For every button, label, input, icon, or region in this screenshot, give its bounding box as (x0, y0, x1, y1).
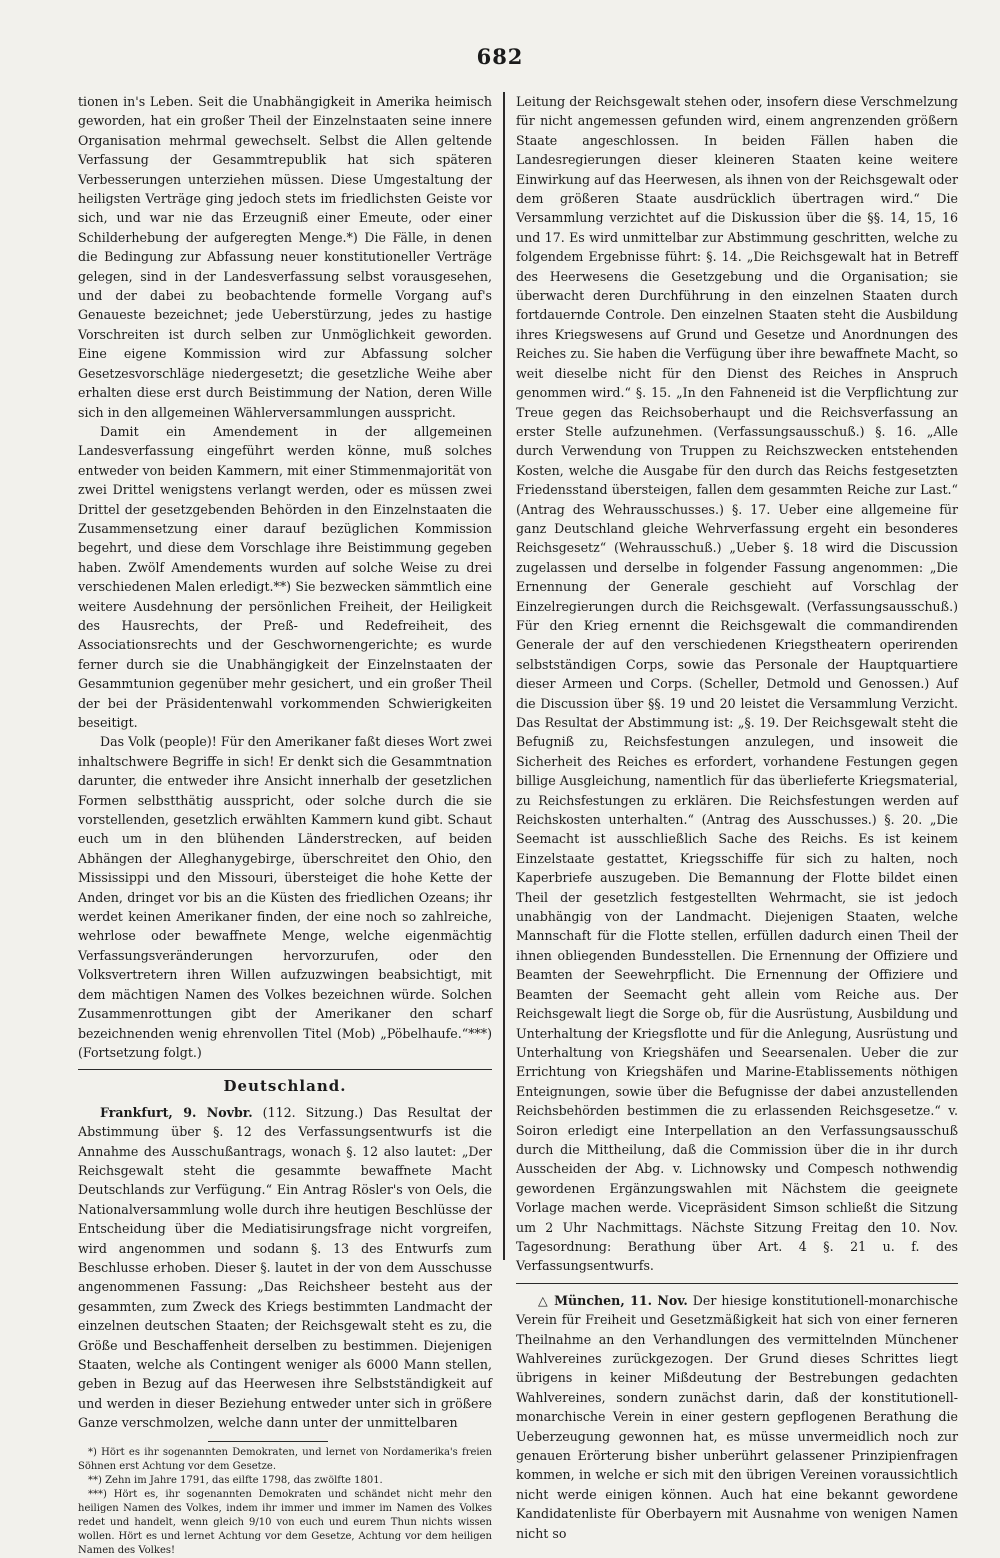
frankfurt-report (78, 1103, 492, 1433)
muenchen-report (516, 1291, 958, 1543)
section-divider (78, 1069, 492, 1070)
right-column (516, 92, 958, 1543)
frankfurt-report-continued: Leitung der Reichsgewalt stehen oder, insofern diese Verschmelzung für nicht angemessen gefunden wird, einem angrenzenden größern Staate angeschlossen. In beiden Fällen haben die Landesregierungen dieser kleineren Staaten keine weitere Einwirkung auf das Heerwesen, als ihnen von der Reichsgewalt oder dem größeren Staate ausdrücklich übertragen wird.“ Die Versammlung verzichtet auf die Diskussion über die §§. 14, 15, 16 und 17. Es wird unmittelbar zur Abstimmung geschritten, welche zu folgendem Ergebnisse führt: §. 14. „Die Reichsgewalt hat in Betreff des Heerwesens die Gesetzgebung und die Organisation; sie überwacht deren Durchführung in den einzelnen Staaten durch fortdauernde Controle. Den einzelnen Staaten steht die Ausbildung ihres Kriegswesens auf Grund und Gesetze und Anordnungen des Reiches zu. Sie haben die Verfügung über ihre bewaffnete Macht, so weit dieselbe nicht für den Dienst des Reiches in Anspruch genommen wird.“ §. 15. „In den Fahneneid ist die Verpflichtung zur Treue gegen das Reichsoberhaupt und die Reichsverfassung an erster Stelle aufzunehmen. (Verfassungsausschuß.) §. 16. „Alle durch Verwendung von Truppen zu Reichszwecken entstehenden Kosten, welche die Ausgabe für den durch das Reichs festgesetzten Friedensstand übersteigen, fallen dem gesammten Reiche zur Last.“ (Antrag des Wehrausschusses.) §. 17. Ueber eine allgemeine für ganz Deutschland gleiche Wehrverfassung ergeht ein besonderes Reichsgesetz“ (Wehrausschuß.) „Ueber §. 18 wird die Discussion zugelassen und derselbe in folgender Fassung angenommen: „Die Ernennung der Generale geschieht auf Vorschlag der Einzelregierungen durch die Reichsgewalt. (Verfassungsausschuß.) Für den Krieg ernennt die Reichsgewalt die commandirenden Generale der auf den verschiedenen Kriegstheatern operirenden selbstständigen Corps, sowie das Personale der Hauptquartiere dieser Armeen und Corps. (Scheller, Detmold und Genossen.) Auf die Discussion über §§. 19 und 20 leistet die Versammlung Verzicht. Das Resultat der Abstimmung ist: „§. 19. Der Reichsgewalt steht die Befugniß zu, Reichsfestungen anzulegen, und insoweit die Sicherheit des Reiches es erfordert, vorhandene Festungen gegen billige Ausgleichung, namentlich für das überlieferte Kriegsmaterial, zu Reichsfestungen zu erklären. Die Reichsfestungen werden auf Reichskosten unterhalten.“ (Antrag des Ausschusses.) §. 20. „Die Seemacht ist ausschließlich Sache des Reichs. Es ist keinem Einzelstaate gestattet, Kriegsschiffe für sich zu halten, noch Kaperbriefe auszugeben. Die Bemannung der Flotte bildet einen Theil der gesetzlich festgestellten Wehrmacht, sie ist jedoch unabhängig von der Landmacht. Diejenigen Staaten, welche Mannschaft für die Flotte stellen, erfüllen dadurch einen Theil der ihnen obliegenden Bundesstellen. Die Ernennung der Offiziere und Beamten der Seewehrpflicht. Die Ernennung der Offiziere und Beamten der Seemacht geht allein vom Reiche aus. Der Reichsgewalt liegt die Sorge ob, für die Ausrüstung, Ausbildung und Unterhaltung der Kriegsflotte und für die Anlegung, Ausrüstung und Unterhaltung von Kriegshäfen und Seearsenalen. Ueber die zur Errichtung von Kriegshäfen und Marine-Etablissements nöthigen Enteignungen, sowie über die Befugnisse der dabei anzustellenden Reichsbehörden bestimmen die zu erlassenden Reichsgesetze.“ v. Soiron erledigt eine Interpellation an den Verfassungsausschuß durch die Mittheilung, daß die Commission über die in ihr durch Ausscheiden der Abg. v. Lichnowsky und Compesch nothwendig gewordenen Ergänzungswahlen mit Nächstem die geeignete Vorlage machen werde. Vicepräsident Simson schließt die Sitzung um 2 Uhr Nachmittags. Nächste Sitzung Freitag den 10. Nov. Tagesordnung: Berathung über Art. 4 §. 21 u. f. des Verfassungsentwurfs. (516, 94, 958, 1274)
article-paragraph: tionen in's Leben. Seit die Unabhängigkeit in Amerika heimisch geworden, hat ein großer Theil der Einzelnstaaten seine innere Organisation mehrmal gewechselt. Selbst die Allen geltende Verfassung der Gesammtrepublik hat sich späteren Verbesserungen unterziehen müssen. Diese Umgestaltung der heiligsten Verträge ging jedoch stets im friedlichsten Geiste vor sich, und war nie das Erzeugniß einer Emeute, oder einer Schilderhebung der aufgeregten Menge.*) Die Fälle, in denen die Bedingung zur Abfassung neuer konstitutioneller Verträge gelegen, sind in der Landesverfassung selbst vorausgesehen, und der dabei zu beobachtende formelle Vorgang auf's Genaueste bezeichnet; jede Ueberstürzung, jedes zu hastige Vorschreiten ist durch selben zur Unmöglichkeit geworden. Eine eigene Kommission wird zur Abfassung solcher Gesetzesvorschläge niedergesetzt; die gesetzliche Weihe aber erhalten diese erst durch Beistimmung der Nation, deren Wille sich in den allgemeinen Wählerversammlungen ausspricht. (78, 94, 492, 420)
article-paragraph: Das Volk (people)! Für den Amerikaner faßt dieses Wort zwei inhaltschwere Begriffe in sich! Er denkt sich die Gesammtnation darunter, die entweder ihre Ansicht innerhalb der gesetzlichen Formen selbstthätig ausspricht, oder solche durch die sie vorstellenden, gesetzlich erwählten Kammern kund gibt. Schaut euch um in den blühenden Länderstrecken, auf beiden Abhängen der Alleghanygebirge, überschreitet den Ohio, den Mississippi und den Missouri, übersteiget die hohe Kette der Anden, dringet vor bis an die Küsten des friedlichen Ozeans; ihr werdet keinen Amerikaner finden, der eine noch so zahlreiche, wehrlose oder bewaffnete Menge, welche eigenmächtig Verfassungsveränderungen hervorzurufen, oder den Volksvertretern ihren Willen aufzuzwingen beabsichtigt, mit dem mächtigen Namen des Volkes bezeichnen würde. Solchen Zusammenrottungen gibt der Amerikaner den scharf bezeichnenden wenig ehrenvollen Titel (Mob) „Pöbelhaufe.“***) (Fortsetzung folgt.) (78, 734, 492, 1060)
column-divider (503, 92, 505, 1260)
left-column (78, 92, 492, 1558)
footnote-divider (208, 1441, 328, 1442)
article-paragraph: Damit ein Amendement in der allgemeinen Landesverfassung eingeführt werden könne, muß solches entweder von beiden Kammern, mit einer Stimmenmajorität von zwei Drittel wenigstens verlangt werden, oder es müssen zwei Drittel der gesetzgebenden Behörden in den Einzelnstaaten die Zusammensetzung einer darauf bezüglichen Kommission begehrt, und diese dem Vorschlage ihre Beistimmung gegeben haben. Zwölf Amendements wurden auf solche Weise zu drei verschiedenen Malen erledigt.**) Sie bezwecken sämmtlich eine weitere Ausdehnung der persönlichen Freiheit, der Heiligkeit des Hausrechts, der Preß- und Redefreiheit, des Associationsrechts und der Geschwornengerichte; es wurde ferner durch sie die Unabhängigkeit der Einzelnstaaten der Gesammtunion gegenüber mehr gesichert, und ein großer Theil der bei der Präsidentenwahl vorkommenden Schwierigkeiten beseitigt. (78, 423, 492, 730)
footnote: *) Hört es ihr sogenannten Demokraten, und lernet von Nordamerika's freien Söhnen erst Achtung vor dem Gesetze. (78, 1446, 492, 1472)
page-number: 682 (476, 44, 524, 69)
section-heading: Deutschland. (223, 1077, 347, 1096)
footnote: **) Zehn im Jahre 1791, das eilfte 1798, das zwölfte 1801. (88, 1474, 383, 1486)
report-text: (112. Sitzung.) Das Resultat der Abstimmung über §. 12 des Verfassungsentwurfs ist die Annahme des Ausschußantrags, wonach §. 12 also lautet: „Der Reichsgewalt steht die gesammte bewaffnete Macht Deutschlands zur Verfügung.“ Ein Antrag Rösler's von Oels, die Nationalversammlung wolle durch ihre heutigen Beschlüsse der Entscheidung über die Mediatisirungsfrage nicht vorgreifen, wird angenommen und sodann §. 13 des Entwurfs zum Beschlusse erhoben. Dieser §. lautet in der von dem Ausschusse angenommenen Fassung: „Das Reichsheer besteht aus der gesammten, zum Zweck des Kriegs bestimmten Landmacht der einzelnen deutschen Staaten; der Reichsgewalt steht es zu, die Größe und Beschaffenheit derselben zu bestimmen. Diejenigen Staaten, welche als Contingent weniger als 6000 Mann stellen, geben in Bezug auf das Heerwesen ihre Selbstständigkeit auf und werden in dieser Beziehung entweder unter sich in größere Ganze verschmolzen, welche dann unter der unmittelbaren (78, 1104, 492, 1431)
footnotes (78, 1446, 492, 1558)
dateline: △ München, 11. Nov. (538, 1292, 688, 1308)
report-text: Der hiesige konstitutionell-monarchische Verein für Freiheit und Gesetzmäßigkeit hat sich von einer ferneren Theilnahme an den Verhandlungen des vermittelnden Münchener Wahlvereines zurückgezogen. Der Grund dieses Schrittes liegt übrigens in keiner Mißdeutung der Bestrebungen gedachten Wahlvereines, sondern zunächst darin, daß der konstitutionell-monarchische Verein in einer gestern gepflogenen Berathung die Ueberzeugung gewonnen hat, es müsse unvermeidlich noch zur genauen Erörterung bisher unberührt gelassener Prinzipienfragen kommen, in welche er sich mit den übrigen Vereinen voraussichtlich nicht werde einigen können. Auch hat eine bekannt gewordene Kandidatenliste für Oberbayern mit Ausnahme von wenigen Namen nicht so (516, 1292, 958, 1541)
dateline: Frankfurt, 9. Novbr. (100, 1104, 253, 1120)
footnote: ***) Hört es, ihr sogenannten Demokraten und schändet nicht mehr den heiligen Namen des Volkes, indem ihr immer und immer im Namen des Volkes redet und handelt, wenn gleich 9/10 von euch und eurem Thun nichts wissen wollen. Hört es und lernet Achtung vor dem Gesetze, Achtung vor dem heiligen Namen des Volkes! (78, 1488, 492, 1556)
section-divider (516, 1283, 958, 1284)
